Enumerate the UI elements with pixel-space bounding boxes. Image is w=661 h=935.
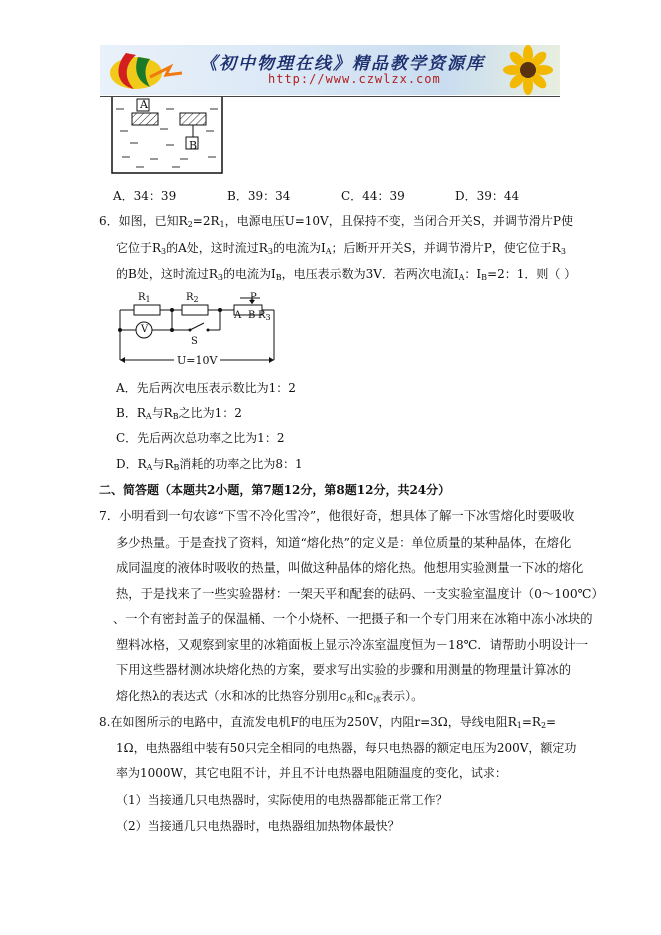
header-banner (100, 45, 560, 95)
circuit-label-u: U=10V (177, 354, 218, 367)
q8-part-1: （1）当接通几只电热器时，实际使用的电热器都能正常工作？ (116, 793, 448, 807)
q6-option-c: C．先后两次总功率之比为1：2 (116, 431, 285, 445)
q5-option-a: A．34：39 (113, 189, 177, 203)
circuit-label-r1: $R_1$ (138, 292, 151, 304)
circuit-label-a: A (234, 310, 242, 321)
header-url[interactable]: http://www.czwlzx.com (268, 72, 441, 86)
circuit-label-p: P (250, 292, 257, 303)
q6-line-3: 的B处，这时流过$R_3$的电流为$I_B$，电压表示数为3V．若两次电流$I_A$：$I_B=2$：1．则（ ） (116, 267, 577, 282)
q7-line-5: 、一个有密封盖子的保温桶、一个小烧杯、一把摄子和一个专门用来在冰箱中冻小冰块的 (113, 612, 593, 626)
q5-option-c: C．44：39 (341, 189, 405, 203)
circuit-label-r2: $R_2$ (186, 292, 199, 304)
q5-container-figure (110, 97, 230, 177)
q6-option-b: B．$R_A$与$R_B$之比为1：2 (116, 406, 242, 421)
circuit-label-v: V (141, 324, 149, 335)
q5-option-d: D．39：44 (455, 189, 520, 203)
q5-option-b: B．39：34 (227, 189, 291, 203)
q5-label-a: A (140, 98, 148, 111)
header-title: 《初中物理在线》精品教学资源库 (200, 54, 485, 74)
circuit-label-s: S (191, 336, 198, 347)
q7-line-8: 熔化热λ的表达式（水和冰的比热容分别用$c_水$和$c_冰$表示）。 (116, 689, 424, 704)
q6-line-2: 它位于$R_3$的A处，这时流过$R_3$的电流为$I_A$；后断开开关S，并调节滑片P，使它位于$R_3$ (116, 241, 566, 256)
q7-line-7: 下用这些器材测冰块熔化热的方案，要求写出实验的步骤和用测量的物理量计算冰的 (116, 663, 571, 677)
q7-line-2: 多少热量。于是查找了资料，知道“熔化热”的定义是：单位质量的某种晶体，在熔化 (116, 536, 572, 550)
sunflower-icon (496, 45, 556, 95)
q5-label-b: B (189, 139, 198, 152)
q6-option-a: A．先后两次电压表示数比为1：2 (116, 381, 296, 395)
logo-icon (106, 47, 186, 93)
q7-line-1: 7．小明看到一句农谚“下雪不冷化雪冷”，他很好奇，想具体了解一下冰雪熔化时要吸收 (99, 509, 575, 523)
q8-line-1: 8.在如图所示的电路中，直流发电机F的电压为250V，内阻r=3Ω，导线电阻$R_1=R_2=$ (99, 715, 557, 730)
q8-line-3: 率为1000W，其它电阻不计，并且不计电热器电阻随温度的变化，试求： (116, 766, 507, 780)
q6-option-d: D．$R_A$与$R_B$消耗的功率之比为8：1 (116, 457, 303, 472)
q7-line-3: 成同温度的液体时吸收的热量，叫做这种晶体的熔化热。他想用实验测量一下冰的熔化 (116, 561, 584, 575)
q8-part-2: （2）当接通几只电热器时，电热器组加热物体最快？ (116, 819, 400, 833)
section-heading: 二、简答题（本题共2小题，第7题12分，第8题12分，共24分） (99, 483, 451, 497)
q7-line-4: 热，于是找来了一些实验器材：一架天平和配套的砝码、一支实验室温度计（0～100℃） (116, 587, 604, 601)
circuit-label-b: B (248, 310, 256, 321)
q7-line-6: 塑料冰格，又观察到家里的冰箱面板上显示冷冻室温度恒为－18℃．请帮助小明设计一 (116, 638, 589, 652)
q6-line-1: 6．如图，已知$R_2=2R_1$，电源电压U=10V，且保持不变，当闭合开关S，并调节滑片P使 (99, 214, 574, 229)
circuit-label-r3: $R_3$ (258, 310, 271, 322)
q8-line-2: 1Ω，电热器组中装有50只完全相同的电热器，每只电热器的额定电压为200V，额定功 (116, 741, 577, 755)
